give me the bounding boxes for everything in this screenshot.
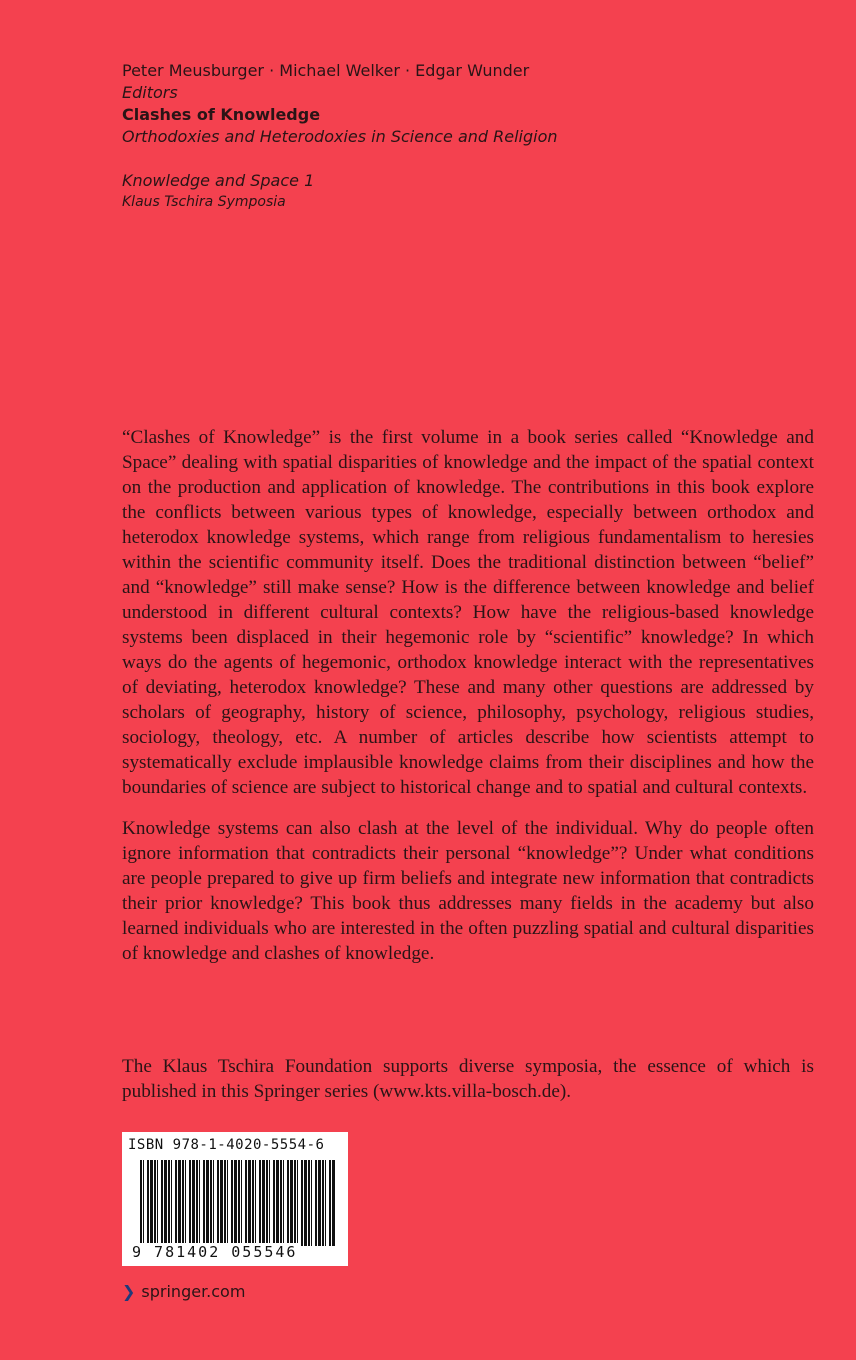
editors-names: Peter Meusburger · Michael Welker · Edgar Wunder	[122, 61, 530, 80]
isbn-label: ISBN 978-1-4020-5554-6	[128, 1137, 325, 1153]
blurb	[122, 425, 814, 966]
isbn-barcode	[122, 1132, 348, 1266]
book-subtitle: Orthodoxies and Heterodoxies in Science and Religion	[122, 127, 558, 146]
springer-link-text: springer.com	[141, 1282, 246, 1301]
chevron-right-icon: ❯	[122, 1282, 136, 1301]
foundation-note: The Klaus Tschira Foundation supports diverse symposia, the essence of which is published in this Springer series (www.kts.villa-bosch.de).	[122, 1056, 814, 1102]
barcode-digits: 9 781402 055546	[132, 1243, 298, 1261]
editors-label: Editors	[122, 83, 178, 102]
blurb-paragraph-2: Knowledge systems can also clash at the level of the individual. Why do people often ignore information that contradicts their personal “knowledge”? Under what conditions are people prepared to give up firm beliefs and integrate new information that contradicts their prior knowledge? This book thus addresses many fields in the academy but also learned individuals who are interested in the often puzzling spatial and cultural disparities of knowledge and clashes of knowledge.	[122, 818, 814, 964]
book-header	[122, 60, 722, 212]
springer-link[interactable]	[122, 1282, 245, 1301]
barcode-bars	[140, 1160, 336, 1246]
blurb-paragraph-1: “Clashes of Knowledge” is the first volume in a book series called “Knowledge and Space” dealing with spatial disparities of knowledge and the impact of the spatial context on the production and application of knowledge. The contributions in this book explore the conflicts between various types of knowledge, especially between orthodox and heterodox knowledge systems, which range from religious fundamentalism to heresies within the scientific community itself. Does the traditional distinction between “belief” and “knowledge” still make sense? How is the difference between knowledge and belief understood in different cultural contexts? How have the religious-based knowledge systems been displaced in their hegemonic role by “scientific” knowledge? In which ways do the agents of hegemonic, orthodox knowledge interact with the representatives of deviating, heterodox knowledge? These and many other questions are addressed by scholars of geography, history of science, philosophy, psychology, religious studies, sociology, theology, etc. A number of articles describe how scientists attempt to systematically exclude implausible knowledge claims from their disciplines and how the boundaries of science are subject to historical change and to spatial and cultural contexts.	[122, 427, 814, 798]
series-subtitle: Klaus Tschira Symposia	[122, 194, 286, 210]
series-name: Knowledge and Space 1	[122, 171, 315, 190]
book-title: Clashes of Knowledge	[122, 105, 321, 124]
